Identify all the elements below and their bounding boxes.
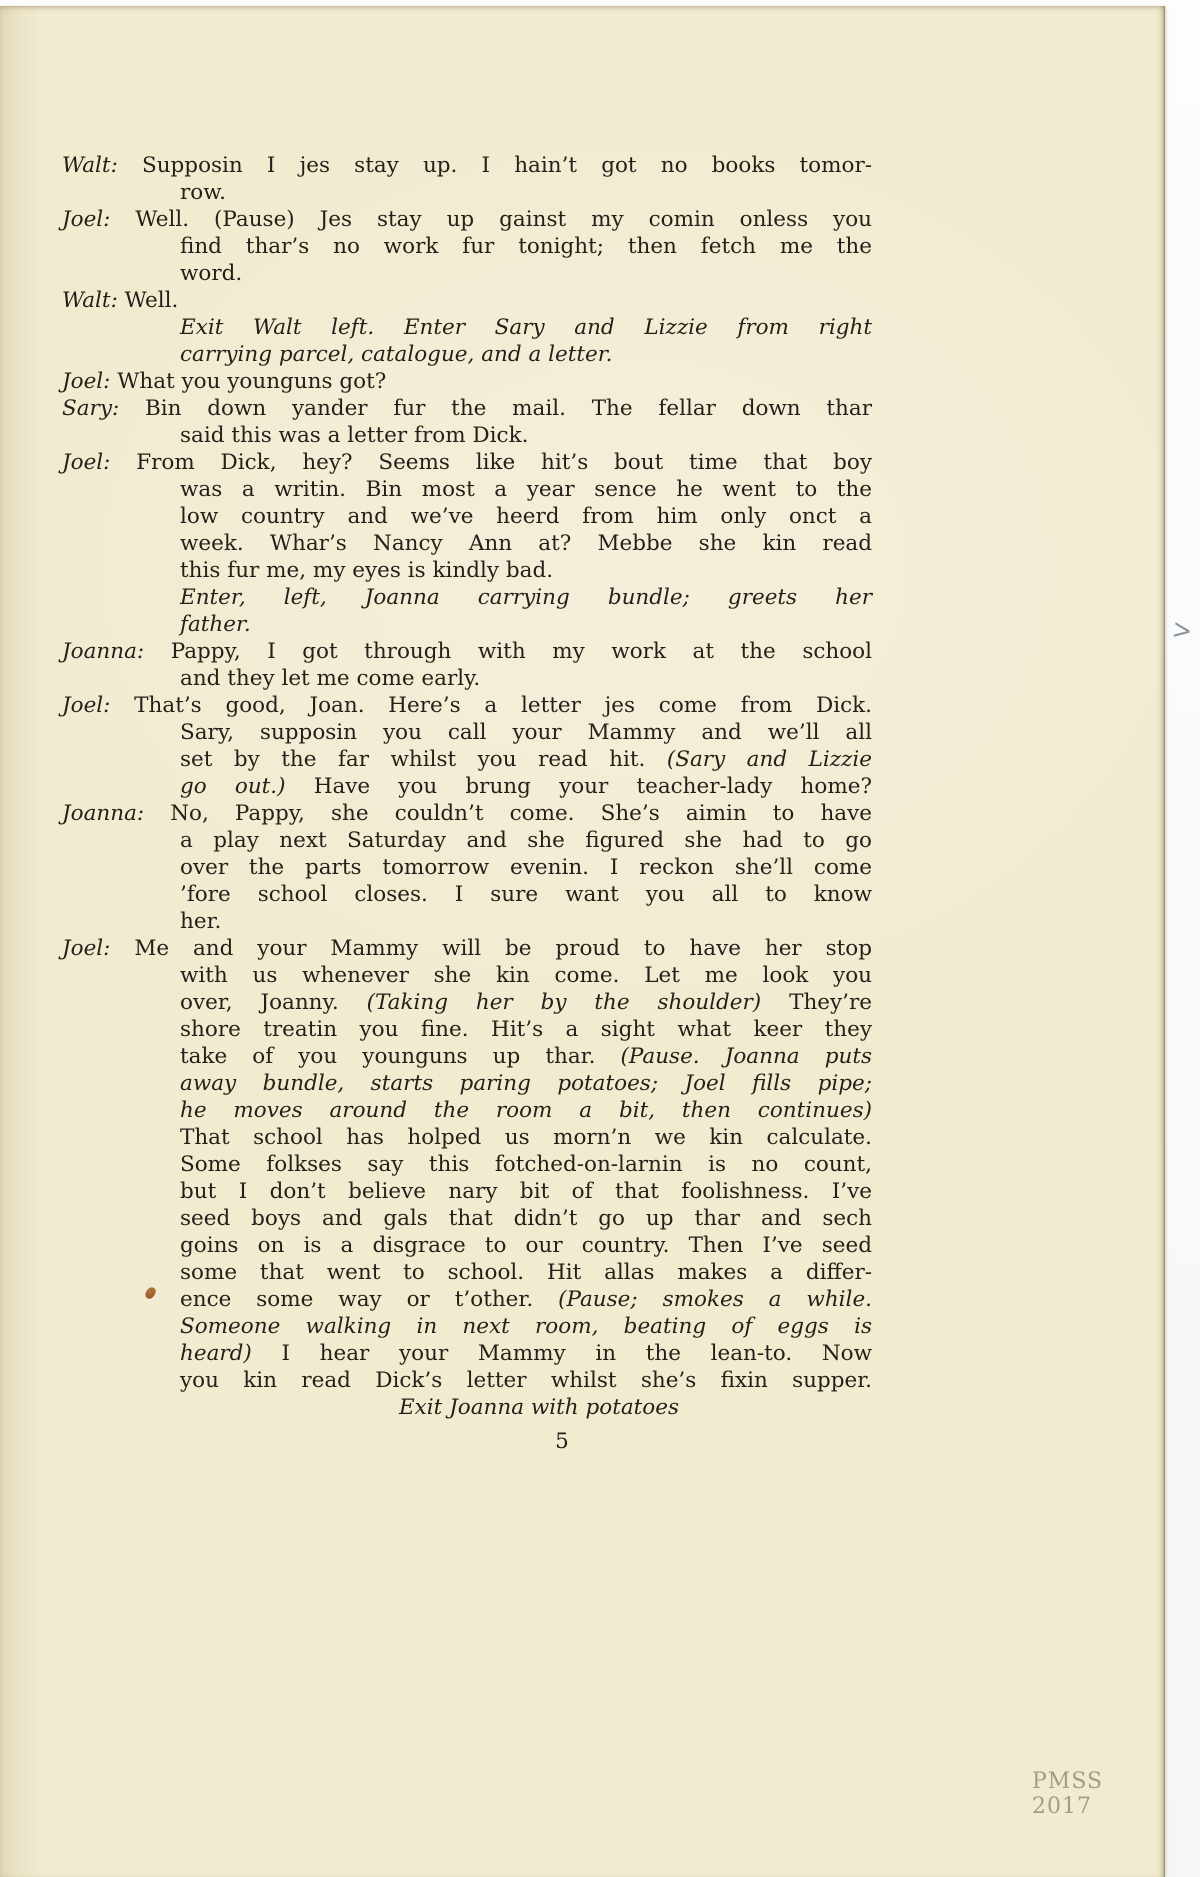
dialogue-text: word. <box>180 261 243 286</box>
stage-direction-text: (Sary and Lizzie <box>666 747 872 772</box>
play-script-text <box>62 6 872 1455</box>
text-line <box>180 503 872 530</box>
dialogue-text: No, Pappy, she couldn’t come. She’s aimin to have <box>144 801 872 826</box>
speaker-name: Joel: <box>62 369 111 394</box>
dialogue-entry <box>62 692 872 800</box>
text-line <box>62 395 872 422</box>
stage-direction-centered <box>62 1394 872 1421</box>
stage-direction-text: he moves around the room a bit, then continues) <box>180 1098 872 1123</box>
dialogue-text: with us whenever she kin come. Let me look you <box>180 963 872 988</box>
script-body <box>62 152 872 1421</box>
dialogue-text: week. Whar’s Nancy Ann at? Mebbe she kin read <box>180 531 872 556</box>
watermark: PMSS 2017 <box>1032 1769 1104 1819</box>
text-line <box>180 1259 872 1286</box>
dialogue-text: set by the far whilst you read hit. <box>180 747 667 772</box>
dialogue-text: Well. (Pause) Jes stay up gainst my comin onless you <box>110 207 872 232</box>
speaker-name: Joanna: <box>62 801 145 826</box>
text-line <box>180 422 872 449</box>
stage-direction-text: (Taking her by the shoulder) <box>366 990 762 1015</box>
stage-direction-text: away bundle, starts paring potatoes; Joel fills pipe; <box>180 1071 872 1096</box>
text-line <box>180 611 872 638</box>
text-line <box>180 746 872 773</box>
text-line <box>180 989 872 1016</box>
dialogue-text: From Dick, hey? Seems like hit’s bout time that boy <box>110 450 872 475</box>
text-line <box>180 584 872 611</box>
text-line <box>180 908 872 935</box>
speaker-name: Joel: <box>62 450 111 475</box>
text-line <box>180 962 872 989</box>
dialogue-text: Supposin I jes stay up. I hain’t got no books tomor- <box>117 153 872 178</box>
text-line <box>180 233 872 260</box>
text-line <box>180 341 872 368</box>
page-number: 5 <box>555 1429 569 1454</box>
text-line <box>180 314 872 341</box>
dialogue-text: her. <box>180 909 222 934</box>
dialogue-text: ence some way or t’other. <box>180 1287 559 1312</box>
stage-direction-text: go out.) <box>180 774 286 799</box>
text-line <box>180 1340 872 1367</box>
dialogue-text: you kin read Dick’s letter whilst she’s fixin supper. <box>180 1368 872 1393</box>
text-line <box>62 152 872 179</box>
text-line <box>180 1286 872 1313</box>
dialogue-entry <box>62 638 872 692</box>
stage-direction-text: heard) <box>180 1341 252 1366</box>
dialogue-entry <box>62 287 872 314</box>
text-line <box>180 1070 872 1097</box>
text-line <box>62 638 872 665</box>
text-line <box>62 800 872 827</box>
dialogue-text: Pappy, I got through with my work at the school <box>144 639 872 664</box>
text-line <box>180 1178 872 1205</box>
text-line <box>134 1394 944 1421</box>
text-line <box>180 1232 872 1259</box>
stage-direction-text: Enter, left, Joanna carrying bundle; greets her <box>180 585 872 610</box>
dialogue-text: That’s good, Joan. Here’s a letter jes come from Dick. <box>110 693 872 718</box>
dialogue-text: said this was a letter from Dick. <box>180 423 529 448</box>
dialogue-text: Me and your Mammy will be proud to have her stop <box>110 936 872 961</box>
speaker-name: Joel: <box>62 693 111 718</box>
dialogue-text: shore treatin you fine. Hit’s a sight what keer they <box>180 1017 872 1042</box>
text-line <box>180 1043 872 1070</box>
dialogue-text: row. <box>180 180 226 205</box>
speaker-name: Sary: <box>62 396 120 421</box>
dialogue-text: over the parts tomorrow evenin. I reckon she’ll come <box>180 855 872 880</box>
speaker-name: Joel: <box>62 936 111 961</box>
dialogue-text: some that went to school. Hit allas makes a differ- <box>180 1260 872 1285</box>
dialogue-entry <box>62 935 872 1394</box>
text-line <box>180 854 872 881</box>
text-line <box>180 476 872 503</box>
text-line <box>180 530 872 557</box>
dialogue-text: over, Joanny. <box>180 990 367 1015</box>
text-line <box>62 935 872 962</box>
dialogue-text: That school has holped us morn’n we kin calculate. <box>180 1125 872 1150</box>
dialogue-text: goins on is a disgrace to our country. Then I’ve seed <box>180 1233 872 1258</box>
text-line <box>180 1367 872 1394</box>
stage-direction-text: Someone walking in next room, beating of eggs is <box>180 1314 872 1339</box>
page-scan <box>0 6 1165 1877</box>
dialogue-text: this fur me, my eyes is kindly bad. <box>180 558 554 583</box>
stage-direction-text: Exit Joanna with potatoes <box>398 1395 679 1420</box>
text-line <box>62 692 872 719</box>
dialogue-text: find thar’s no work fur tonight; then fetch me the <box>180 234 872 259</box>
text-line <box>180 1124 872 1151</box>
dialogue-text: take of you younguns up thar. <box>180 1044 621 1069</box>
stage-direction <box>62 584 872 638</box>
dialogue-text: a play next Saturday and she figured she had to go <box>180 828 872 853</box>
speaker-name: Walt: <box>62 288 118 313</box>
dialogue-entry <box>62 152 872 206</box>
stage-direction-text: Exit Walt left. Enter Sary and Lizzie from right <box>180 315 872 340</box>
stage-direction-text: (Pause; smokes a while. <box>558 1287 872 1312</box>
text-line <box>180 1313 872 1340</box>
dialogue-text: Have you brung your teacher-lady home? <box>285 774 872 799</box>
text-line <box>180 773 872 800</box>
dialogue-text: low country and we’ve heerd from him only onct a <box>180 504 872 529</box>
text-line <box>180 1097 872 1124</box>
speaker-name: Joel: <box>62 207 111 232</box>
dialogue-text: was a writin. Bin most a year sence he went to the <box>180 477 872 502</box>
dialogue-entry <box>62 368 872 395</box>
handwritten-margin-mark: > <box>1169 612 1195 648</box>
dialogue-entry <box>62 449 872 584</box>
text-line <box>180 1151 872 1178</box>
text-line <box>62 206 872 233</box>
text-line <box>180 719 872 746</box>
stage-direction <box>62 314 872 368</box>
text-line <box>180 260 872 287</box>
dialogue-text: but I don’t believe nary bit of that foolishness. I’ve <box>180 1179 872 1204</box>
text-line <box>180 827 872 854</box>
dialogue-text: Bin down yander fur the mail. The fellar down thar <box>119 396 872 421</box>
text-line <box>180 665 872 692</box>
text-line <box>180 881 872 908</box>
dialogue-text: Sary, supposin you call your Mammy and we’ll all <box>180 720 872 745</box>
dialogue-text: ’fore school closes. I sure want you all to know <box>180 882 872 907</box>
dialogue-entry <box>62 206 872 287</box>
dialogue-text: They’re <box>761 990 872 1015</box>
dialogue-text: Some folkses say this fotched-on-larnin is no count, <box>180 1152 872 1177</box>
dialogue-text: I hear your Mammy in the lean-to. Now <box>251 1341 872 1366</box>
dialogue-text: and they let me come early. <box>180 666 481 691</box>
speaker-name: Walt: <box>62 153 118 178</box>
dialogue-text: Well. <box>117 288 179 313</box>
text-line <box>62 287 872 314</box>
text-line <box>180 1205 872 1232</box>
dialogue-text: What you younguns got? <box>110 369 387 394</box>
text-line <box>180 179 872 206</box>
text-line <box>180 557 872 584</box>
dialogue-entry <box>62 800 872 935</box>
text-line <box>62 368 872 395</box>
stage-direction-text: (Pause. Joanna puts <box>620 1044 872 1069</box>
dialogue-entry <box>62 395 872 449</box>
stage-direction-text: carrying parcel, catalogue, and a letter. <box>180 342 613 367</box>
text-line <box>62 449 872 476</box>
stage-direction-text: father. <box>180 612 251 637</box>
speaker-name: Joanna: <box>62 639 145 664</box>
dialogue-text: seed boys and gals that didn’t go up thar and sech <box>180 1206 872 1231</box>
text-line <box>180 1016 872 1043</box>
